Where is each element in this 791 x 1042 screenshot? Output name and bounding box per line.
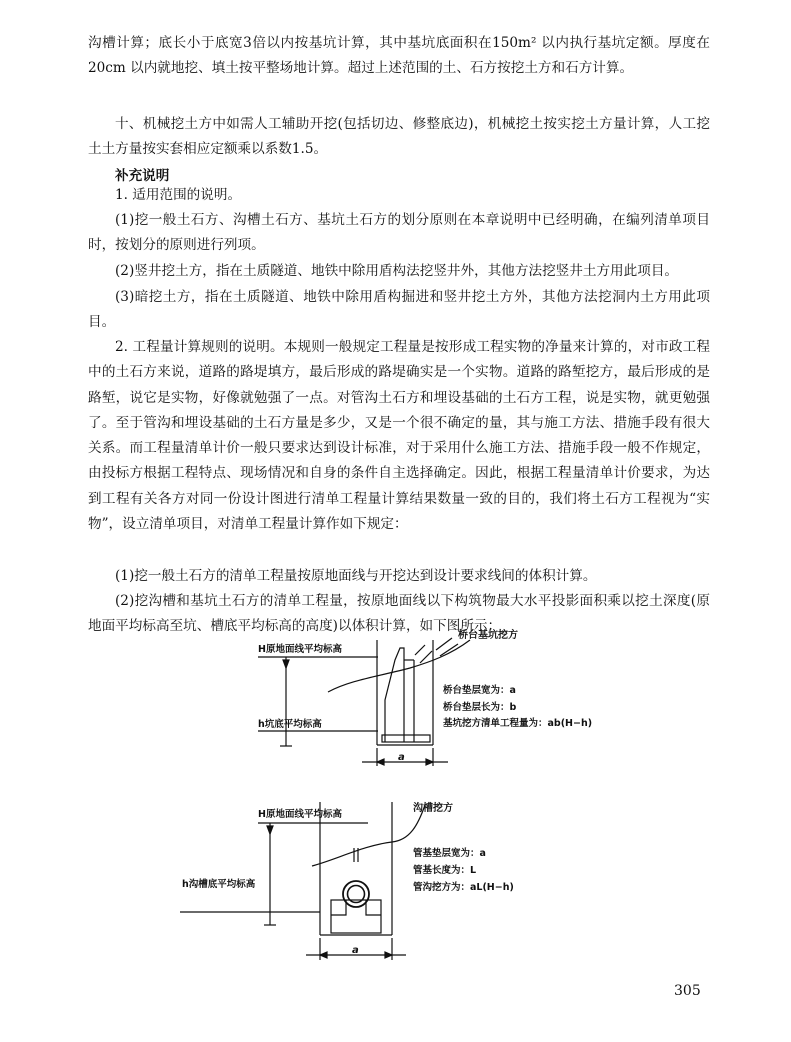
fig1-title: 桥台基坑挖方 [458, 630, 518, 641]
paragraph-mechanical-excavation: 十、机械挖土方中如需人工辅助开挖(包括切边、修整底边)，机械挖土按实挖土方量计算，人工挖土土方量按实套相应定额乘以系数1.5。 [88, 116, 710, 158]
fig2-title: 沟槽挖方 [413, 803, 453, 814]
paragraph-rule-2: (2)挖沟槽和基坑土石方的清单工程量，按原地面线以下构筑物最大水平投影面积乘以挖土深度(原地面平均标高至坑、槽底平均标高的高度)以体积计算，如下图所示： [88, 593, 710, 635]
fig1-note-length: 桥台垫层长为：b [443, 702, 517, 713]
paragraph-rule-1: (1)挖一般土石方的清单工程量按原地面线与开挖达到设计要求线间的体积计算。 [115, 568, 597, 584]
paragraph-rules: 2. 工程量计算规则的说明。本规则一般规定工程量是按形成工程实物的净量来计算的，对市政工程中的土石方来说，道路的路堤填方，最后形成的路堤确实是一个实物。道路的路堑挖方，最后形成的是路堑，说它是实物，好像就勉强了一点。对管沟土石方和埋设基础的土石方工程，说是实物，就更勉强了。至于管沟和埋设基础的土石方量是多少，又是一个很不确定的量，其与施工方法、措施手段有很大关系。而工程量清单计价一般只要求达到设计标准，对于采用什么施工方法、措施手段一般不作规定，由投标方根据工程特点、现场情况和自身的条件自主选择确定。因此，根据工程量清单计价要求，为达到工程有关各方对同一份设计图进行清单工程量计算结果数量一致的目的，我们将土石方工程视为“实物”，设立清单项目，对清单工程量计算作如下规定： [88, 339, 710, 533]
paragraph-trench-calc: 沟槽计算；底长小于底宽3倍以内按基坑计算，其中基坑底面积在150m² 以内执行基坑定额。厚度在20cm 以内就地挖、填土按平整场地计算。超过上述范围的土、石方按挖土方和石方计算。 [88, 35, 710, 77]
supplement-heading: 补充说明 [115, 168, 170, 184]
paragraph-scope: 1. 适用范围的说明。 [115, 187, 242, 203]
fig1-H-label: H原地面线平均标高 [258, 644, 342, 655]
paragraph-scope-2: (2)竖井挖土方，指在土质隧道、地铁中除用盾构法挖竖井外，其他方法挖竖井土方用此项目。 [115, 263, 679, 279]
fig2-note-quantity: 管沟挖方为：aL(H−h) [413, 882, 514, 893]
fig2-H-label: H原地面线平均标高 [258, 809, 342, 820]
fig1-note-quantity: 基坑挖方清单工程量为：ab(H−h) [443, 718, 593, 729]
fig2-dim-a: a [352, 945, 359, 956]
fig1-h-label: h坑底平均标高 [258, 719, 322, 730]
fig2-note-length: 管基长度为：L [413, 865, 477, 876]
fig1-dim-a: a [398, 752, 405, 763]
paragraph-scope-1: (1)挖一般土石方、沟槽土石方、基坑土石方的划分原则在本章说明中已经明确，在编列清单项目时，按划分的原则进行列项。 [88, 212, 710, 254]
fig2-note-width: 管基垫层宽为：a [413, 848, 486, 859]
fig2-h-label: h沟槽底平均标高 [182, 879, 256, 890]
fig1-note-width: 桥台垫层宽为：a [443, 685, 516, 696]
paragraph-scope-3: (3)暗挖土方，指在土质隧道、地铁中除用盾构掘进和竖井挖土方外，其他方法挖洞内土方用此项目。 [88, 289, 710, 331]
page-number: 305 [674, 983, 701, 999]
